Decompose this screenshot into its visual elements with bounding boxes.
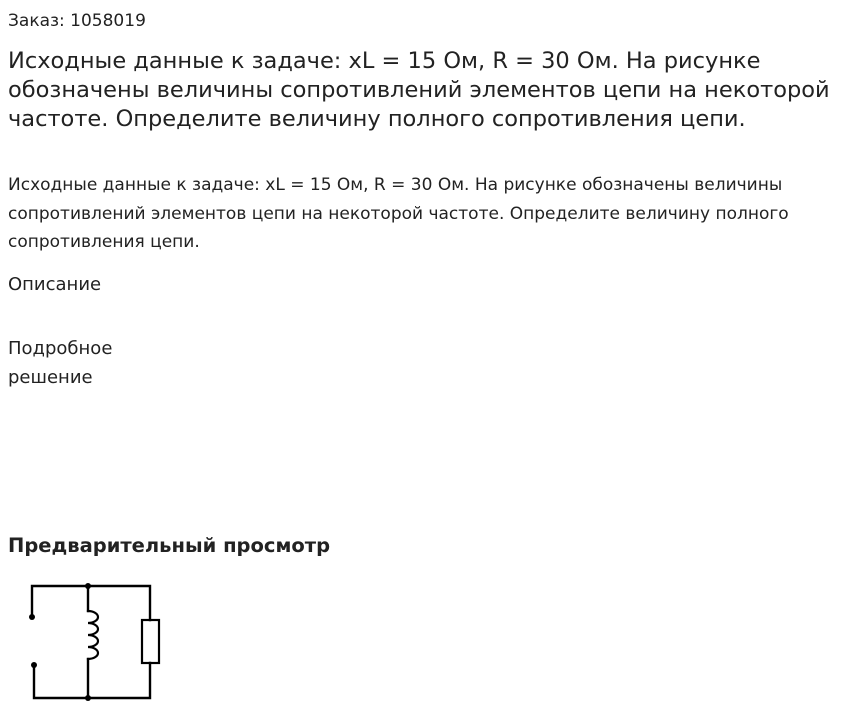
detailed-solution-label: Подробное решение — [8, 338, 113, 388]
task-description: Исходные данные к задаче: xL = 15 Ом, R = 30 Ом. На рисунке обозначены величины сопротивлений элементов цепи на некоторой частоте. Определите величину полного сопротивления цепи. — [8, 175, 789, 252]
preview-image — [20, 578, 170, 708]
terminal-dot-top — [29, 614, 35, 620]
task-title: Исходные данные к задаче: xL = 15 Ом, R = 30 Ом. На рисунке обозначены величины сопротивлений элементов цепи на некоторой частоте. Определите величину полного сопротивления цепи. — [8, 48, 830, 132]
description-label: Описание — [8, 274, 102, 295]
junction-dot-bottom — [85, 695, 91, 701]
order-number: Заказ: 1058019 — [8, 11, 146, 31]
terminal-dot-bottom — [31, 662, 37, 668]
circuit-bottom-wire — [34, 663, 150, 698]
circuit-diagram — [20, 578, 170, 704]
resistor-body — [142, 620, 159, 663]
preview-heading: Предварительный просмотр — [8, 534, 331, 557]
junction-dot-top — [85, 583, 91, 589]
inductor-coil — [88, 611, 98, 659]
circuit-top-wire — [32, 586, 150, 620]
